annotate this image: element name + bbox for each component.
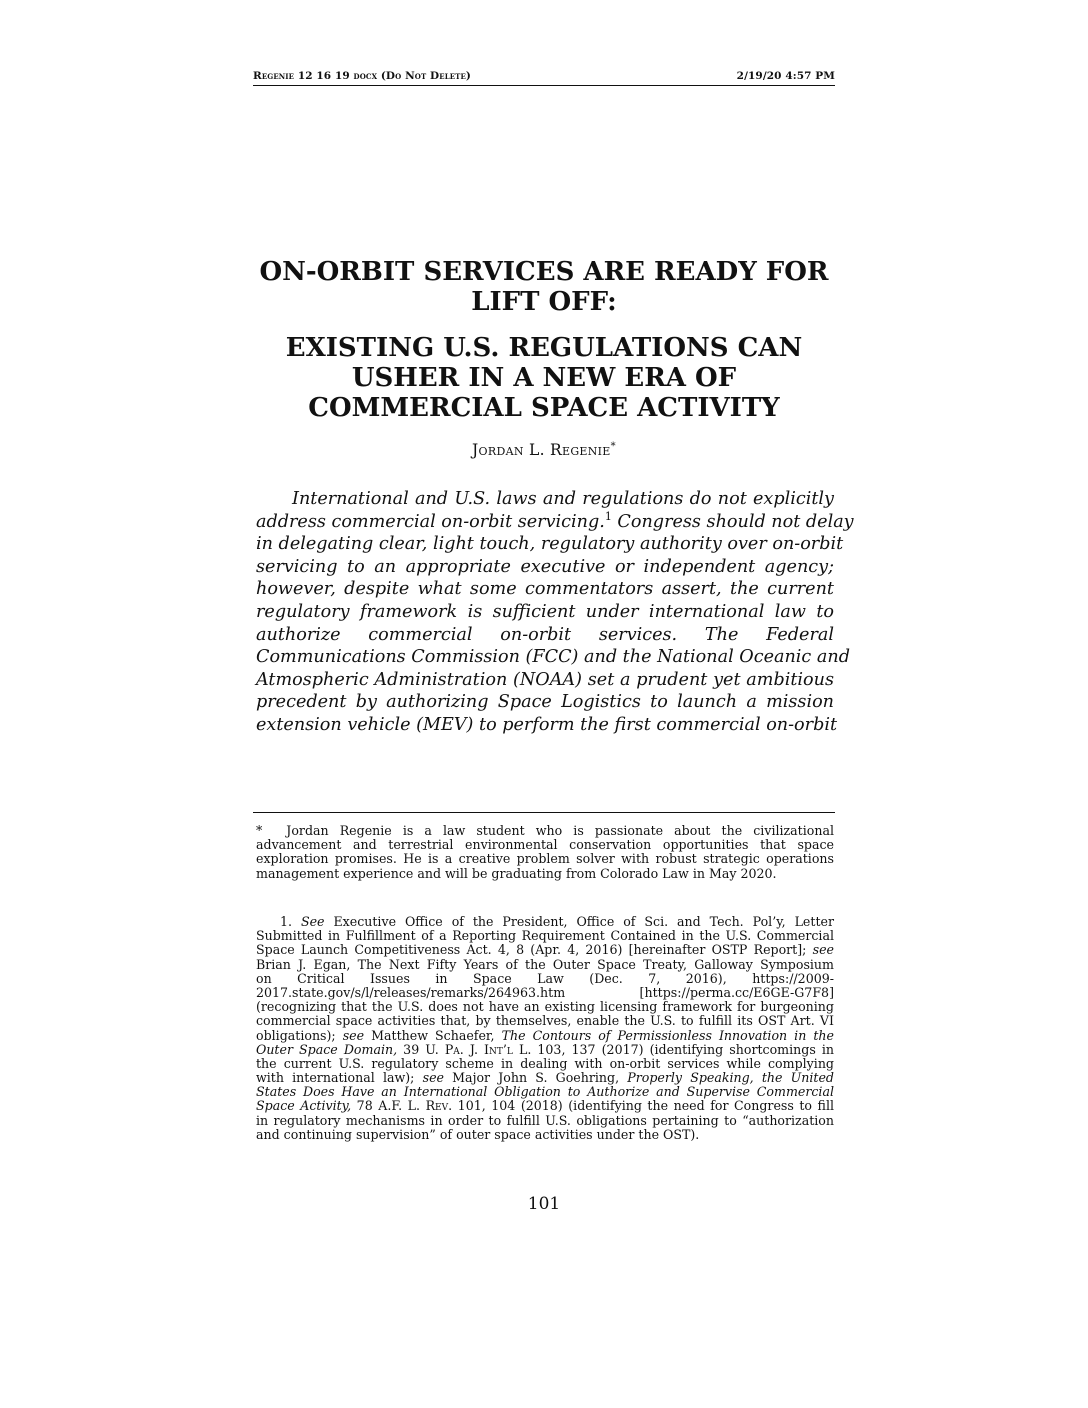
footnote-line (256, 1099, 834, 1113)
abstract-line: extension vehicle (MEV) to perform the first commercial on-orbit (256, 714, 838, 735)
footnote-line: in regulatory mechanisms in order to fulfill U.S. obligations pertaining to “authorization (256, 1112, 834, 1128)
footnote-text: Major John S. Goehring, (443, 1070, 628, 1086)
subtitle-line-3: COMMERCIAL SPACE ACTIVITY (308, 393, 780, 423)
header-rule (253, 85, 835, 86)
journal-abbrev: Pa. (444, 1041, 464, 1057)
author-byline (253, 441, 835, 459)
abstract-line: regulatory framework is sufficient under international law to (256, 601, 834, 622)
cited-title: Outer Space Domain, (256, 1041, 398, 1057)
author-footnote-marker: * (610, 441, 616, 452)
footnote-text: Matthew Schaefer, (364, 1027, 502, 1043)
abstract-line: authorize commercial on-orbit services. The Federal (256, 624, 834, 645)
article-subtitle (240, 333, 848, 423)
footnote-text: J. (463, 1041, 485, 1057)
footnote-line: exploration promises. He is a creative problem solver with robust strategic operations (256, 851, 834, 867)
footnote-ref-1[interactable]: 1 (604, 509, 612, 523)
footnote-line: management experience and will be graduating from Colorado Law in May 2020. (256, 865, 777, 881)
signal-see: see (422, 1070, 444, 1086)
footnote-text: 103, 137 (2017) (identifying shortcomings in (531, 1041, 834, 1057)
running-header (253, 70, 835, 84)
subtitle-line-1: EXISTING U.S. REGULATIONS CAN (285, 333, 803, 363)
cited-title: Space Activity, (256, 1098, 352, 1114)
footnote-line: commercial space activities that, by themselves, enable the U.S. to fulfill its OST Art. VI (256, 1013, 834, 1029)
footnote-marker: * (256, 823, 263, 838)
footnote-text: Jordan Regenie is a law student who is passionate about the civilizational (286, 823, 834, 838)
footnote-line (256, 1029, 834, 1043)
footnote-line: 2017.state.gov/s/l/releases/remarks/264963.htm [https://perma.cc/E6GE-G7F8] (256, 984, 834, 1000)
header-document-name: Regenie 12 16 19 docx (Do Not Delete) (253, 70, 471, 82)
abstract-line: in delegating clear, light touch, regulatory authority over on-orbit (256, 534, 844, 555)
footnote-line (256, 943, 834, 957)
footnote-text: 78 A.F. L. (351, 1098, 426, 1114)
cited-title: The Contours of Permissionless Innovation in the (501, 1027, 834, 1043)
cited-title: States Does Have an International Obligation to Authorize and Supervise Commercial (256, 1084, 834, 1100)
footnote-text: with international law); (256, 1070, 415, 1086)
abstract-line: International and U.S. laws and regulations do not explicitly (292, 489, 834, 509)
footnote-text: 101, 104 (2018) (identifying the need for Congress to fill (452, 1098, 834, 1114)
abstract-line: Atmospheric Administration (NOAA) set a prudent yet ambitious (256, 669, 834, 690)
author-name: Jordan L. Regenie (472, 441, 611, 460)
footnote-line: on Critical Issues in Space Law (Dec. 7, 2016), https://2009- (256, 970, 834, 986)
footnote-line: advancement and terrestrial environmental conservation opportunities that space (256, 837, 834, 853)
article-title (240, 257, 848, 317)
subtitle-line-2: USHER IN A NEW ERA OF (351, 363, 737, 393)
abstract-paragraph (256, 488, 854, 737)
title-line-1: ON-ORBIT SERVICES ARE READY FOR (259, 257, 829, 287)
footnote-line (256, 1085, 834, 1099)
footnote-line (256, 915, 834, 929)
footnote-text: Space Launch Competitiveness Act. 4, 8 (Apr. 4, 2016) [hereinafter OSTP Report]; (256, 942, 807, 958)
abstract-line-text: address commercial on-orbit servicing. (256, 511, 605, 532)
footnote-line (256, 1043, 834, 1057)
footnote-author (256, 824, 834, 881)
footnote-line (256, 824, 834, 838)
footnote-line (256, 1071, 834, 1085)
footnote-line: and continuing supervision” of outer space activities under the OST). (256, 1126, 700, 1142)
signal-see: see (812, 942, 834, 958)
header-timestamp: 2/19/20 4:57 PM (736, 70, 835, 82)
footnote-line: Brian J. Egan, The Next Fifty Years of the Outer Space Treaty, Galloway Symposium (256, 956, 834, 972)
abstract-line: Communications Commission (FCC) and the National Oceanic and (256, 647, 850, 668)
abstract-line: servicing to an appropriate executive or independent agency; (256, 556, 834, 577)
signal-see: see (342, 1027, 365, 1043)
footnote-text: 39 U. (397, 1041, 445, 1057)
abstract-line (256, 509, 854, 534)
abstract-line-text: Congress should not delay (611, 511, 854, 532)
journal-abbrev: Rev. (425, 1098, 453, 1114)
footnote-text: Executive Office of the President, Office of Sci. and Tech. Pol’y, Letter (333, 914, 834, 929)
footnote-line: (recognizing that the U.S. does not have an existing licensing framework for burgeoning (256, 999, 834, 1015)
signal-see: See (300, 914, 325, 929)
page-number: 101 (527, 1194, 561, 1214)
abstract-line: precedent by authorizing Space Logistics to launch a mission (256, 692, 834, 713)
footnote-1 (256, 915, 834, 1142)
footnote-line: Submitted in Fulfillment of a Reporting Requirement Contained in the U.S. Commercial (256, 928, 834, 944)
footnote-text: obligations); (256, 1027, 336, 1043)
title-line-2: LIFT OFF: (471, 287, 617, 317)
footnote-number: 1. (280, 914, 293, 929)
abstract-line: however, despite what some commentators assert, the current (256, 579, 834, 600)
footnote-line: the current U.S. regulatory scheme in dealing with on-orbit services while complying (256, 1055, 834, 1071)
cited-title: Properly Speaking, the United (627, 1070, 834, 1086)
footnote-separator (253, 812, 835, 813)
journal-abbrev: Int’l L. (484, 1041, 532, 1057)
